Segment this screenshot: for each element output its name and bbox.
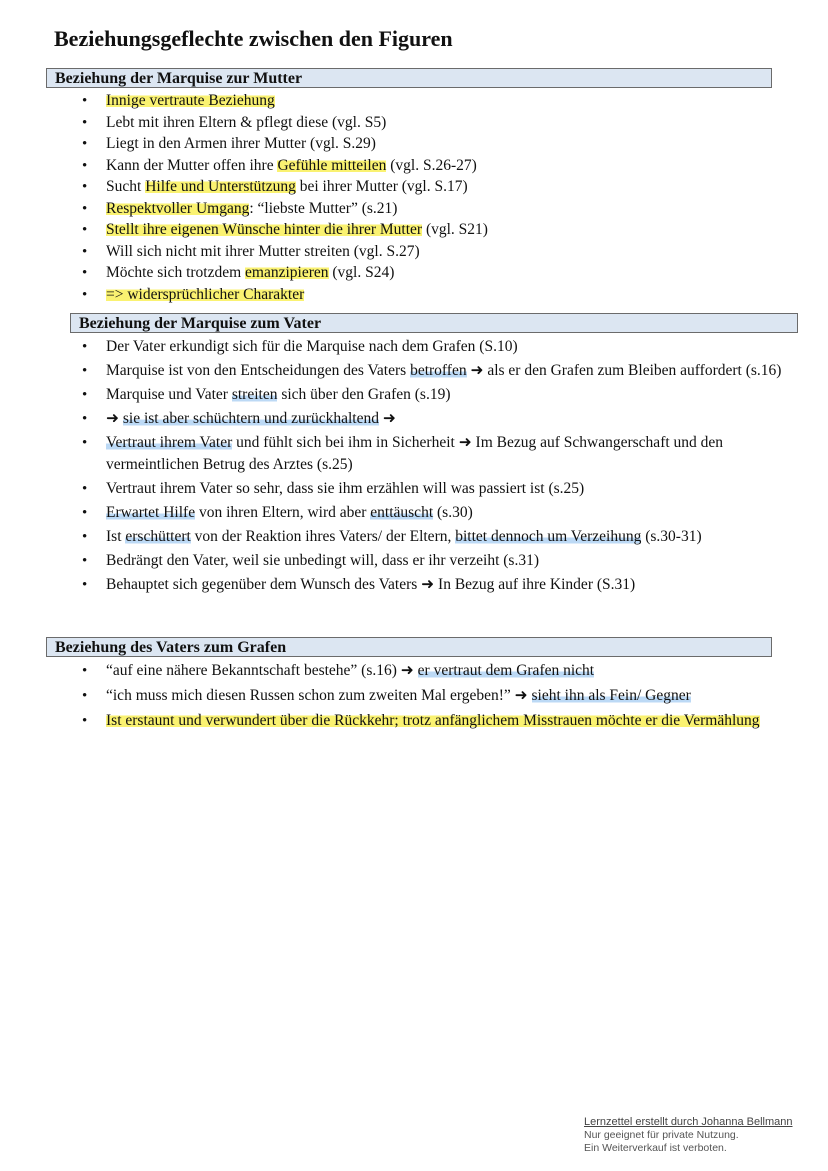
item-text: (vgl. S.26-27) [386,156,477,174]
item-text: ➜ [106,410,123,427]
list-item [80,526,800,548]
item-text: Bedrängt den Vater, weil sie unbedingt will, dass er ihr verzeiht (s.31) [106,552,539,569]
highlighted-text: bittet dennoch um Verzeihung [455,528,642,545]
list-marquise-vater [80,336,800,598]
item-text: ➜ als er den Grafen zum Bleiben auffordert (s.16) [466,362,782,379]
item-text: von der Reaktion ihres Vaters/ der Eltern, [190,528,456,545]
item-text: Marquise und Vater [106,386,232,403]
highlighted-text: Gefühle mitteilen [277,156,387,174]
list-item [80,177,488,199]
item-text: (s.30-31) [641,528,702,545]
item-text: (vgl. S24) [328,264,395,281]
item-text: Vertraut ihrem Vater so sehr, dass sie ihm erzählen will was passiert ist (s.25) [106,480,585,497]
list-item [80,432,800,476]
item-text: Liegt in den Armen ihrer Mutter (vgl. S.29) [106,135,376,152]
list-item [80,478,800,500]
highlighted-text: betroffen [410,362,467,379]
highlighted-text: Erwartet Hilfe [106,504,196,521]
item-text: Sucht [106,178,146,195]
item-text: Möchte sich trotzdem [106,264,246,281]
list-item [80,360,800,382]
item-text: (s.30) [433,504,473,521]
list-item [80,336,800,358]
item-text: ➜ [378,410,396,427]
list-item [80,113,488,135]
highlighted-text: streiten [231,386,278,403]
list-item [80,199,488,221]
footer-author: Lernzettel erstellt durch Johanna Bellmann [584,1116,793,1128]
list-item [80,156,488,178]
list-item [80,384,800,406]
footer-usage-note: Nur geeignet für private Nutzung. [584,1129,739,1141]
highlighted-text: Stellt ihre eigenen Wünsche hinter die ihrer Mutter [106,221,423,238]
list-item [80,502,800,524]
item-text: sich über den Grafen (s.19) [277,386,451,403]
highlighted-text: Vertraut ihrem Vater [106,434,233,451]
highlighted-text: Ist erstaunt und verwundert über die Rückkehr; trotz anfänglichem Misstrauen möchte er die Vermählung [106,712,760,729]
section-header-grafen: Beziehung des Vaters zum Grafen [46,637,772,657]
item-text: “ich muss mich diesen Russen schon zum zweiten Mal ergeben!” ➜ [106,687,532,704]
list-item [80,550,800,572]
list-item [80,660,780,682]
page-title: Beziehungsgeflechte zwischen den Figuren [54,26,453,51]
item-text: Will sich nicht mit ihrer Mutter streiten (vgl. S.27) [106,242,420,260]
highlighted-text: enttäuscht [370,504,434,521]
list-item [80,134,488,156]
footer [584,1116,793,1155]
highlighted-text: Innige vertraute Beziehung [106,92,275,109]
item-text: (vgl. S21) [422,221,488,238]
list-item [80,91,488,113]
list-marquise-mutter [80,91,488,306]
item-text: Marquise ist von den Entscheidungen des Vaters [106,362,411,379]
item-text: “auf eine nähere Bekanntschaft bestehe” (s.16) ➜ [106,662,418,679]
list-item [80,285,488,307]
highlighted-text: erschüttert [125,528,191,545]
section-header-mutter: Beziehung der Marquise zur Mutter [46,68,772,88]
item-text: Behauptet sich gegenüber dem Wunsch des Vaters ➜ In Bezug auf ihre Kinder (S.31) [106,576,636,593]
footer-resale-note: Ein Weiterverkauf ist verboten. [584,1142,727,1154]
item-text: Der Vater erkundigt sich für die Marquise nach dem Grafen (S.10) [106,338,518,355]
section-header-vater: Beziehung der Marquise zum Vater [70,313,798,333]
highlighted-text: Hilfe und Unterstützung [145,178,296,195]
highlighted-text: sieht ihn als Fein/ Gegner [531,687,691,704]
highlighted-text: => widersprüchlicher Charakter [106,285,305,303]
list-item [80,220,488,242]
list-item [80,242,488,264]
list-item [80,263,488,285]
item-text: und fühlt sich bei ihm in Sicherheit ➜ Im Bezug auf Schwangerschaft und den vermeintlichen Betrug des Arztes (s.25) [106,434,724,473]
list-item [80,710,780,732]
item-text: bei ihrer Mutter (vgl. S.17) [295,178,468,195]
list-item [80,408,800,430]
list-item [80,685,780,707]
item-text: Ist [106,528,126,545]
list-item [80,574,800,596]
item-text: von ihren Eltern, wird aber [195,504,371,521]
item-text: Kann der Mutter offen ihre [106,156,278,174]
highlighted-text: er vertraut dem Grafen nicht [417,662,595,679]
item-text: : “liebste Mutter” (s.21) [249,199,398,217]
highlighted-text: emanzipieren [245,264,329,281]
item-text: Lebt mit ihren Eltern & pflegt diese (vgl. S5) [106,113,387,131]
highlighted-text: sie ist aber schüchtern und zurückhaltend [122,410,379,427]
list-vater-grafen [80,660,780,735]
highlighted-text: Respektvoller Umgang [106,199,250,217]
